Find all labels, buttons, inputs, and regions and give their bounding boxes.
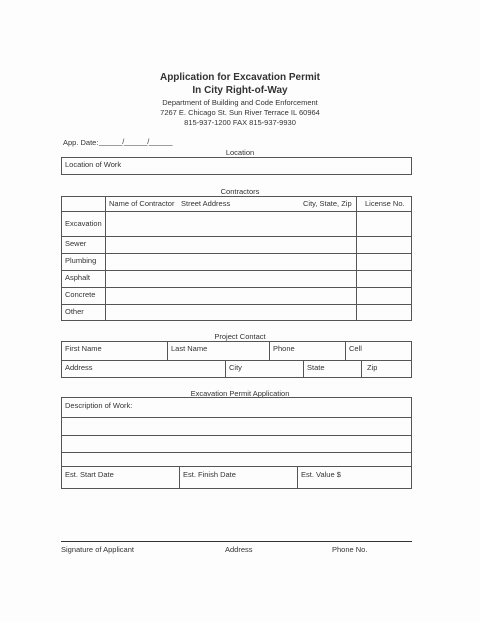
contractors-table — [61, 196, 412, 321]
row-label-excavation: Excavation — [65, 219, 102, 228]
row-label-plumbing: Plumbing — [65, 256, 97, 265]
est-start-date-field[interactable]: Est. Start Date — [65, 470, 114, 479]
permit-application-table — [61, 397, 412, 489]
form-title: Application for Excavation Permit — [159, 72, 321, 83]
contact-address-field[interactable]: Address — [65, 363, 93, 372]
last-name-field[interactable]: Last Name — [171, 344, 208, 353]
location-of-work-field[interactable] — [61, 157, 412, 175]
department-name: Department of Building and Code Enforcement — [162, 98, 318, 107]
contact-city-field[interactable]: City — [229, 363, 242, 372]
project-contact-section-title: Project Contact — [214, 332, 266, 341]
permit-application-section-title: Excavation Permit Application — [190, 389, 290, 398]
row-label-sewer: Sewer — [65, 239, 87, 248]
column-header-license-no: License No. — [365, 199, 405, 208]
est-finish-date-field[interactable]: Est. Finish Date — [183, 470, 236, 479]
signature-phone-label: Phone No. — [332, 545, 368, 554]
location-section-title: Location — [225, 148, 255, 157]
location-of-work-label: Location of Work — [65, 160, 122, 169]
app-date-label: App. Date: — [63, 138, 99, 147]
department-phone-fax: 815-937-1200 FAX 815-937-9930 — [184, 118, 296, 127]
row-label-concrete: Concrete — [65, 290, 96, 299]
contractors-section-title: Contractors — [220, 187, 260, 196]
column-header-street-address: Street Address — [181, 199, 231, 208]
phone-field[interactable]: Phone — [273, 344, 295, 353]
department-address: 7267 E. Chicago St. Sun River Terrace IL 60964 — [160, 108, 320, 117]
est-value-field[interactable]: Est. Value $ — [301, 470, 341, 479]
row-label-asphalt: Asphalt — [65, 273, 91, 282]
signature-address-label: Address — [225, 545, 253, 554]
column-header-city-state-zip: City, State, Zip — [303, 199, 352, 208]
signature-of-applicant-label: Signature of Applicant — [61, 545, 134, 554]
app-date-field[interactable]: ______/______/______ — [99, 137, 173, 146]
row-label-other: Other — [65, 307, 84, 316]
form-subtitle: In City Right-of-Way — [192, 85, 288, 96]
contact-state-field[interactable]: State — [307, 363, 325, 372]
column-header-contractor-name: Name of Contractor — [109, 199, 175, 208]
project-contact-table — [61, 341, 412, 378]
description-of-work-field[interactable]: Description of Work: — [65, 401, 133, 410]
first-name-field[interactable]: First Name — [65, 344, 102, 353]
cell-field[interactable]: Cell — [349, 344, 362, 353]
contact-zip-field[interactable]: Zip — [367, 363, 378, 372]
signature-line[interactable] — [61, 541, 412, 542]
